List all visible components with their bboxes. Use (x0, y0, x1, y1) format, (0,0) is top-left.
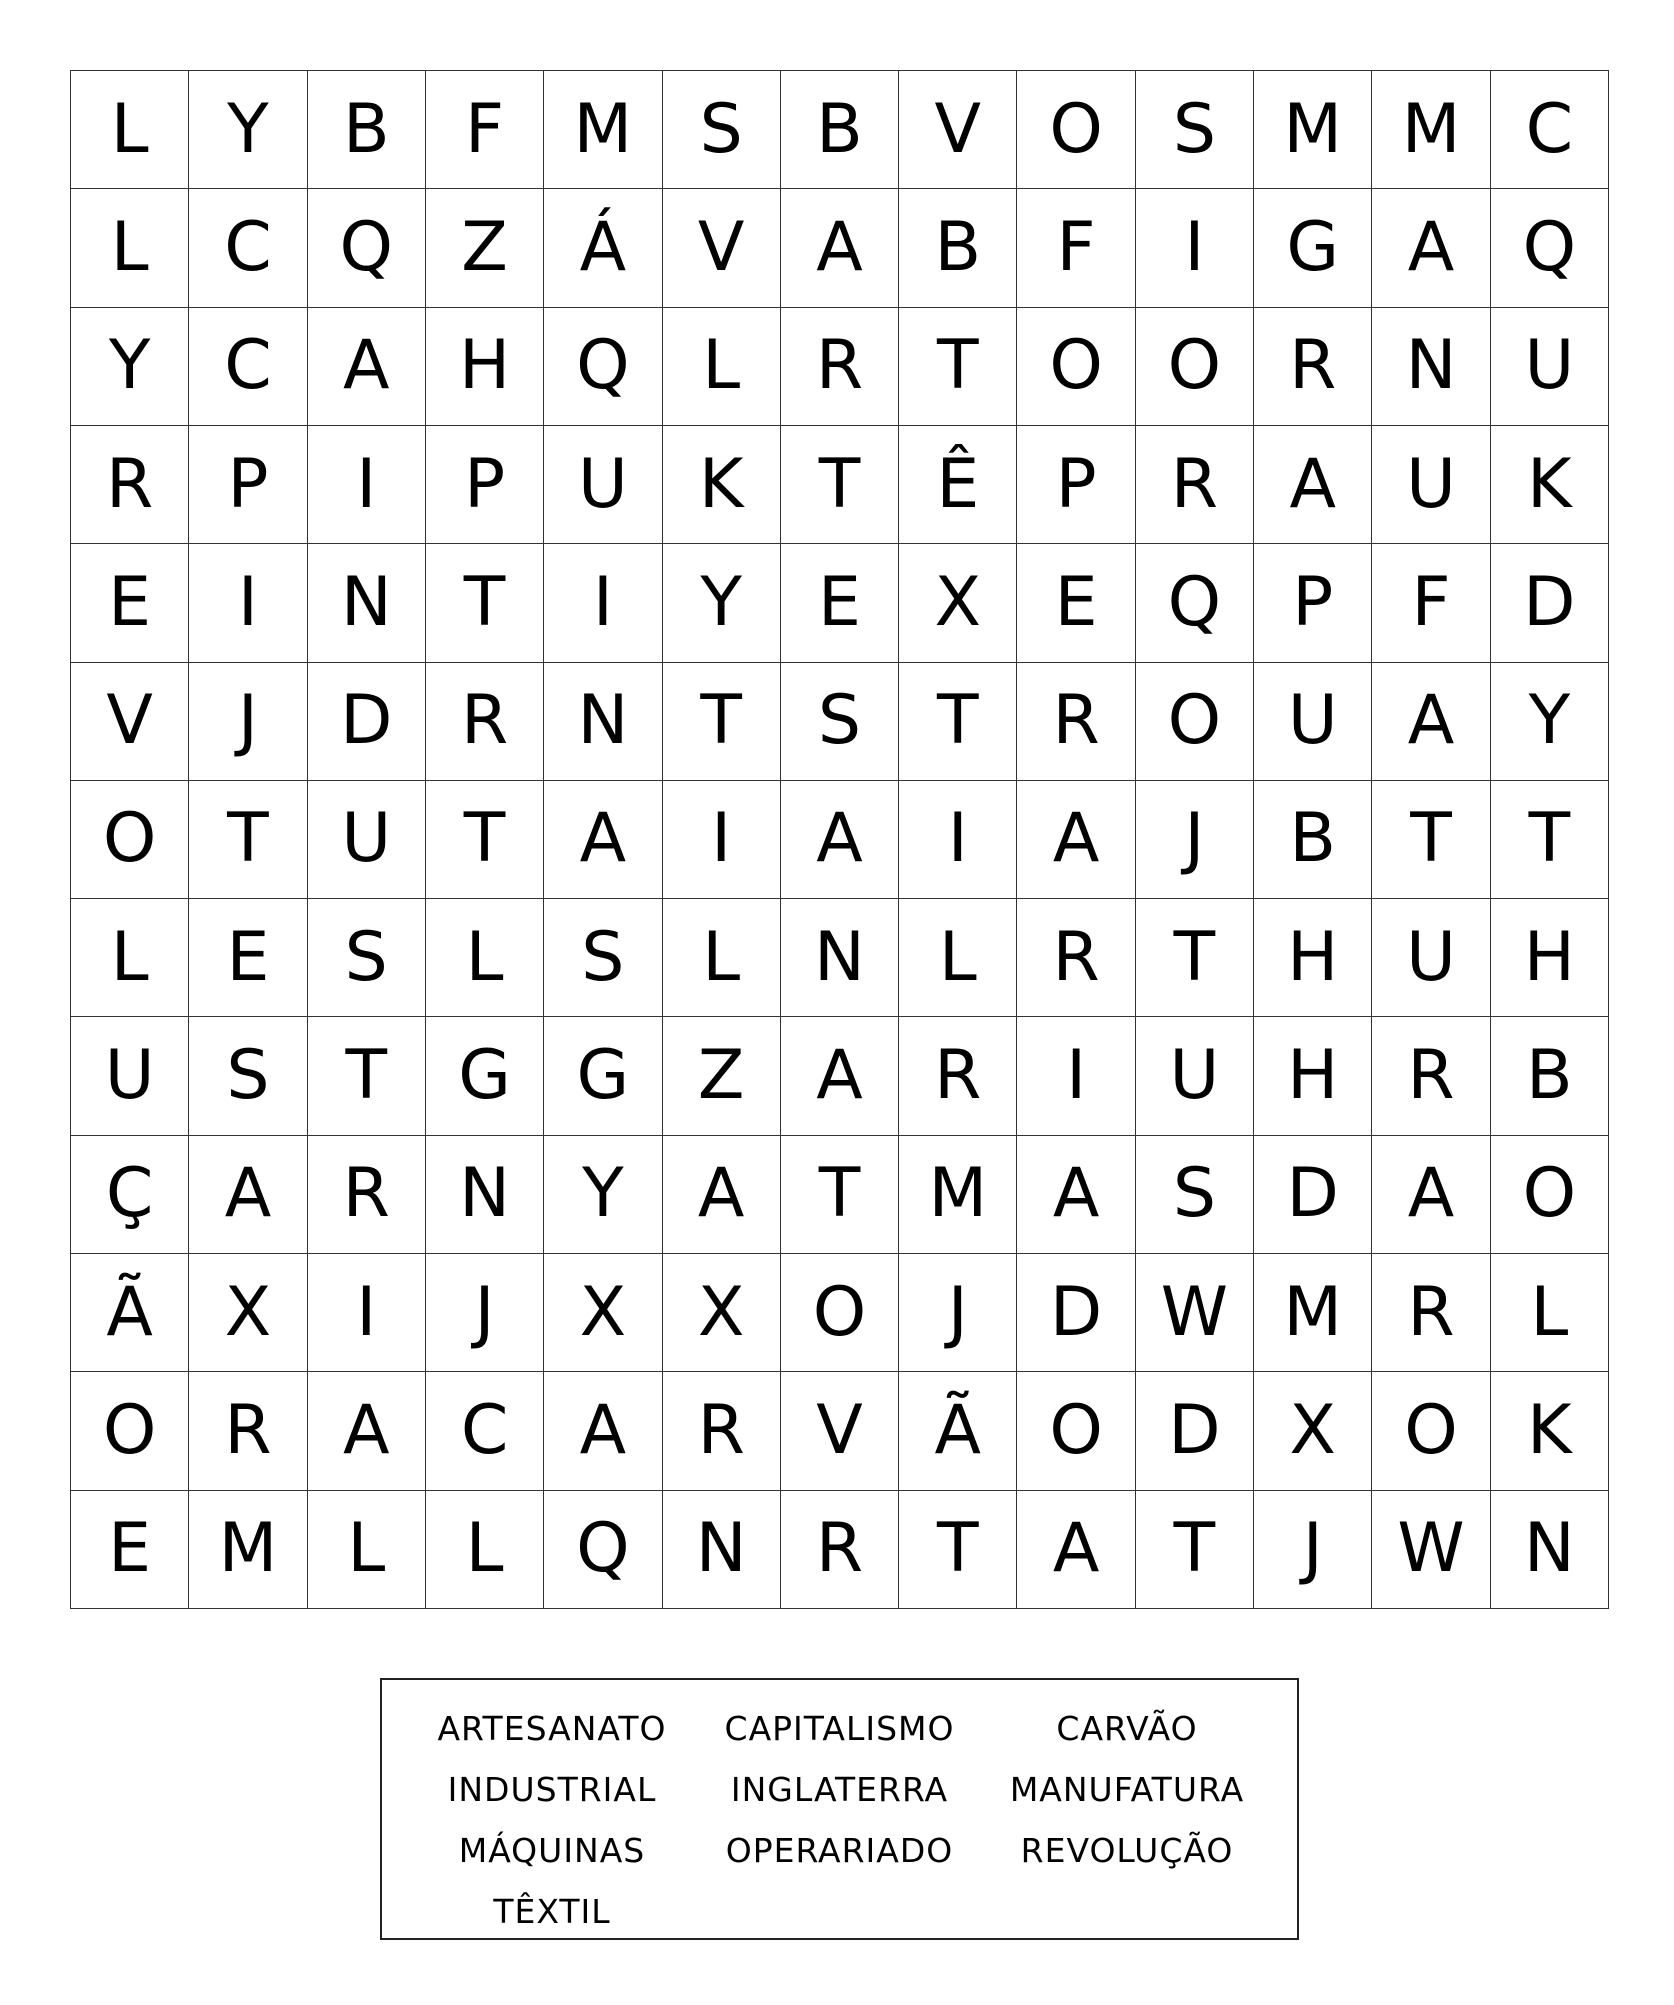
grid-cell[interactable]: P (426, 426, 544, 544)
grid-cell[interactable]: D (308, 663, 426, 781)
grid-cell[interactable]: L (71, 71, 189, 189)
grid-cell[interactable]: A (1017, 781, 1135, 899)
grid-cell[interactable]: S (781, 663, 899, 781)
grid-cell[interactable]: Q (544, 1491, 662, 1609)
grid-cell[interactable]: O (781, 1254, 899, 1372)
grid-cell[interactable]: R (1136, 426, 1254, 544)
grid-cell[interactable]: L (426, 1491, 544, 1609)
grid-cell[interactable]: S (1136, 1136, 1254, 1254)
grid-cell[interactable]: K (663, 426, 781, 544)
grid-cell[interactable]: O (1136, 663, 1254, 781)
grid-cell[interactable]: T (781, 426, 899, 544)
grid-cell[interactable]: S (544, 899, 662, 1017)
grid-cell[interactable]: N (781, 899, 899, 1017)
word-bank-item: CAPITALISMO (724, 1709, 955, 1748)
grid-cell[interactable]: T (781, 1136, 899, 1254)
grid-cell[interactable]: B (1491, 1017, 1609, 1135)
grid-cell[interactable]: X (1254, 1372, 1372, 1490)
grid-cell[interactable]: K (1491, 1372, 1609, 1490)
grid-cell[interactable]: D (1136, 1372, 1254, 1490)
grid-cell[interactable]: F (1017, 189, 1135, 307)
grid-cell[interactable]: M (1254, 71, 1372, 189)
grid-cell[interactable]: T (426, 781, 544, 899)
grid-cell[interactable]: H (1254, 899, 1372, 1017)
grid-cell[interactable]: J (426, 1254, 544, 1372)
grid-cell[interactable]: U (71, 1017, 189, 1135)
grid-cell[interactable]: T (663, 663, 781, 781)
grid-cell[interactable]: B (308, 71, 426, 189)
grid-cell[interactable]: L (663, 899, 781, 1017)
grid-cell[interactable]: N (663, 1491, 781, 1609)
letter-grid (70, 70, 1609, 1609)
grid-cell[interactable]: I (1136, 189, 1254, 307)
grid-cell[interactable]: V (781, 1372, 899, 1490)
grid-cell[interactable]: H (1491, 899, 1609, 1017)
grid-cell[interactable]: Z (663, 1017, 781, 1135)
grid-cell[interactable]: O (1017, 71, 1135, 189)
grid-cell[interactable]: G (426, 1017, 544, 1135)
grid-cell[interactable]: Ã (71, 1254, 189, 1372)
grid-cell[interactable]: C (189, 189, 307, 307)
grid-cell[interactable]: N (1372, 308, 1490, 426)
grid-cell[interactable]: L (663, 308, 781, 426)
grid-cell[interactable]: A (1254, 426, 1372, 544)
grid-cell[interactable]: I (189, 544, 307, 662)
grid-cell[interactable]: Ç (71, 1136, 189, 1254)
grid-cell[interactable]: C (1491, 71, 1609, 189)
word-bank-column (987, 1698, 1267, 1938)
word-bank (380, 1678, 1299, 1940)
word-bank-column (700, 1698, 980, 1938)
word-bank-item: INGLATERRA (730, 1770, 949, 1809)
grid-cell[interactable]: S (308, 899, 426, 1017)
grid-cell[interactable]: W (1136, 1254, 1254, 1372)
grid-cell[interactable]: L (71, 899, 189, 1017)
grid-cell[interactable]: A (663, 1136, 781, 1254)
grid-cell[interactable]: Q (308, 189, 426, 307)
grid-cell[interactable]: O (71, 781, 189, 899)
grid-cell[interactable]: T (1491, 781, 1609, 899)
grid-cell[interactable]: Ê (899, 426, 1017, 544)
grid-cell[interactable]: E (781, 544, 899, 662)
grid-cell[interactable]: A (1372, 1136, 1490, 1254)
grid-cell[interactable]: R (308, 1136, 426, 1254)
grid-cell[interactable]: A (1372, 663, 1490, 781)
grid-cell[interactable]: Q (544, 308, 662, 426)
grid-cell[interactable]: D (1491, 544, 1609, 662)
grid-cell[interactable]: I (663, 781, 781, 899)
grid-cell[interactable]: E (189, 899, 307, 1017)
grid-cell[interactable]: T (899, 1491, 1017, 1609)
grid-cell[interactable]: J (899, 1254, 1017, 1372)
grid-cell[interactable]: T (189, 781, 307, 899)
grid-cell[interactable]: D (1017, 1254, 1135, 1372)
grid-cell[interactable]: A (308, 1372, 426, 1490)
word-bank-item: OPERARIADO (725, 1831, 954, 1870)
grid-cell[interactable]: B (899, 189, 1017, 307)
grid-cell[interactable]: A (308, 308, 426, 426)
grid-cell[interactable]: I (544, 544, 662, 662)
grid-cell[interactable]: M (899, 1136, 1017, 1254)
grid-cell[interactable]: I (899, 781, 1017, 899)
grid-cell[interactable]: R (1372, 1017, 1490, 1135)
grid-cell[interactable]: U (308, 781, 426, 899)
grid-cell[interactable]: V (899, 71, 1017, 189)
grid-cell[interactable]: Y (1491, 663, 1609, 781)
grid-cell[interactable]: O (1136, 308, 1254, 426)
grid-cell[interactable]: P (1254, 544, 1372, 662)
grid-cell[interactable]: N (544, 663, 662, 781)
word-bank-item: MÁQUINAS (458, 1831, 646, 1870)
grid-cell[interactable]: X (663, 1254, 781, 1372)
grid-cell[interactable]: A (544, 1372, 662, 1490)
grid-cell[interactable]: U (1372, 899, 1490, 1017)
grid-cell[interactable]: A (1017, 1491, 1135, 1609)
grid-cell[interactable]: J (1254, 1491, 1372, 1609)
grid-cell[interactable]: U (1372, 426, 1490, 544)
grid-cell[interactable]: A (781, 1017, 899, 1135)
grid-cell[interactable]: Y (663, 544, 781, 662)
grid-cell[interactable]: V (663, 189, 781, 307)
grid-cell[interactable]: A (1372, 189, 1490, 307)
grid-cell[interactable]: M (544, 71, 662, 189)
grid-cell[interactable]: G (1254, 189, 1372, 307)
grid-cell[interactable]: D (1254, 1136, 1372, 1254)
word-bank-item: ARTESANATO (437, 1709, 667, 1748)
grid-cell[interactable]: M (1254, 1254, 1372, 1372)
grid-cell[interactable]: N (1491, 1491, 1609, 1609)
grid-cell[interactable]: Ã (899, 1372, 1017, 1490)
grid-cell[interactable]: X (189, 1254, 307, 1372)
grid-cell[interactable]: G (544, 1017, 662, 1135)
grid-cell[interactable]: R (781, 1491, 899, 1609)
grid-cell[interactable]: E (1017, 544, 1135, 662)
grid-cell[interactable]: V (71, 663, 189, 781)
grid-cell[interactable]: S (189, 1017, 307, 1135)
grid-cell[interactable]: B (781, 71, 899, 189)
grid-cell[interactable]: C (426, 1372, 544, 1490)
grid-cell[interactable]: J (189, 663, 307, 781)
grid-cell[interactable]: Á (544, 189, 662, 307)
word-bank-item: TÊXTIL (493, 1892, 611, 1931)
grid-cell[interactable]: L (1491, 1254, 1609, 1372)
grid-cell[interactable]: R (426, 663, 544, 781)
grid-cell[interactable]: M (189, 1491, 307, 1609)
grid-cell[interactable]: F (426, 71, 544, 189)
grid-cell[interactable]: X (899, 544, 1017, 662)
word-bank-item: MANUFATURA (1009, 1770, 1245, 1809)
grid-cell[interactable]: U (1491, 308, 1609, 426)
word-bank-item: REVOLUÇÃO (1020, 1831, 1234, 1870)
grid-cell[interactable]: H (1254, 1017, 1372, 1135)
grid-cell[interactable]: K (1491, 426, 1609, 544)
grid-cell[interactable]: P (1017, 426, 1135, 544)
grid-cell[interactable]: C (189, 308, 307, 426)
grid-cell[interactable]: O (1372, 1372, 1490, 1490)
grid-cell[interactable]: N (308, 544, 426, 662)
grid-cell[interactable]: N (426, 1136, 544, 1254)
grid-cell[interactable]: P (189, 426, 307, 544)
grid-cell[interactable]: O (1017, 1372, 1135, 1490)
grid-cell[interactable]: A (189, 1136, 307, 1254)
grid-cell[interactable]: Z (426, 189, 544, 307)
grid-cell[interactable]: O (71, 1372, 189, 1490)
grid-cell[interactable]: Y (189, 71, 307, 189)
grid-cell[interactable]: I (308, 1254, 426, 1372)
grid-cell[interactable]: I (1017, 1017, 1135, 1135)
word-bank-column (412, 1698, 692, 1938)
grid-cell[interactable]: T (308, 1017, 426, 1135)
grid-cell[interactable]: U (544, 426, 662, 544)
grid-cell[interactable]: O (1491, 1136, 1609, 1254)
grid-cell[interactable]: L (899, 899, 1017, 1017)
grid-cell[interactable]: M (1372, 71, 1490, 189)
grid-cell[interactable]: J (1136, 781, 1254, 899)
grid-cell[interactable]: H (426, 308, 544, 426)
grid-cell[interactable]: R (1254, 308, 1372, 426)
grid-cell[interactable]: R (1017, 899, 1135, 1017)
grid-cell[interactable]: S (1136, 71, 1254, 189)
grid-cell[interactable]: R (1372, 1254, 1490, 1372)
grid-cell[interactable]: W (1372, 1491, 1490, 1609)
grid-cell[interactable]: A (1017, 1136, 1135, 1254)
grid-cell[interactable]: T (426, 544, 544, 662)
grid-cell[interactable]: O (1017, 308, 1135, 426)
grid-cell[interactable]: L (426, 899, 544, 1017)
grid-cell[interactable]: U (1254, 663, 1372, 781)
grid-cell[interactable]: A (781, 189, 899, 307)
grid-cell[interactable]: S (663, 71, 781, 189)
grid-cell[interactable]: X (544, 1254, 662, 1372)
grid-cell[interactable]: E (71, 544, 189, 662)
grid-cell[interactable]: R (1017, 663, 1135, 781)
grid-cell[interactable]: L (71, 189, 189, 307)
word-bank-item: CARVÃO (1056, 1709, 1198, 1748)
grid-cell[interactable]: T (1136, 899, 1254, 1017)
grid-cell[interactable]: Q (1491, 189, 1609, 307)
grid-cell[interactable]: I (308, 426, 426, 544)
word-bank-item: INDUSTRIAL (447, 1770, 657, 1809)
grid-cell[interactable]: U (1136, 1017, 1254, 1135)
grid-cell[interactable]: T (1372, 781, 1490, 899)
grid-cell[interactable]: R (663, 1372, 781, 1490)
grid-cell[interactable]: Y (544, 1136, 662, 1254)
grid-cell[interactable]: R (899, 1017, 1017, 1135)
grid-cell[interactable]: A (781, 781, 899, 899)
grid-cell[interactable]: T (899, 308, 1017, 426)
grid-cell[interactable]: T (899, 663, 1017, 781)
grid-cell[interactable]: A (544, 781, 662, 899)
grid-cell[interactable]: R (781, 308, 899, 426)
grid-cell[interactable]: F (1372, 544, 1490, 662)
grid-cell[interactable]: E (71, 1491, 189, 1609)
grid-cell[interactable]: T (1136, 1491, 1254, 1609)
grid-cell[interactable]: Y (71, 308, 189, 426)
grid-cell[interactable]: B (1254, 781, 1372, 899)
grid-cell[interactable]: R (189, 1372, 307, 1490)
grid-cell[interactable]: L (308, 1491, 426, 1609)
grid-cell[interactable]: Q (1136, 544, 1254, 662)
grid-cell[interactable]: R (71, 426, 189, 544)
